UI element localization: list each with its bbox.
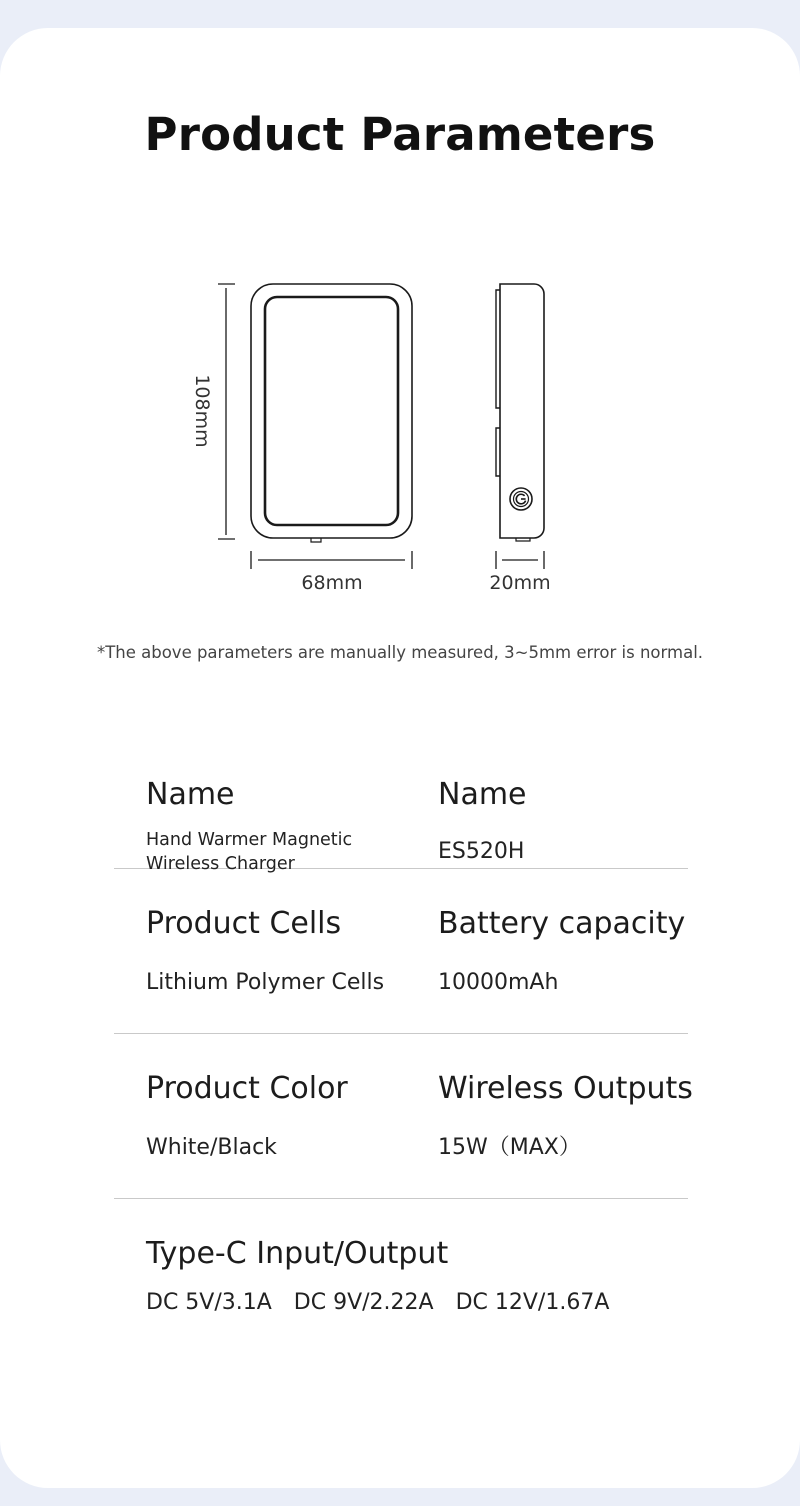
type-c-value: DC 9V/2.22A xyxy=(293,1290,434,1315)
spec-row-color xyxy=(114,1034,693,1199)
type-c-value: DC 12V/1.67A xyxy=(455,1290,610,1315)
height-dimension xyxy=(218,284,235,539)
spec-row-cells xyxy=(114,869,688,1034)
spec-label: Wireless Outputs xyxy=(438,1071,693,1106)
depth-label: 20mm xyxy=(489,572,551,594)
spec-cell-type-c xyxy=(146,1235,706,1317)
spec-table xyxy=(114,740,693,1363)
spec-cell-wireless xyxy=(438,1070,698,1162)
spec-cell-capacity xyxy=(438,905,698,997)
spec-cell-color xyxy=(146,1070,416,1162)
spec-value: Lithium Polymer Cells xyxy=(146,970,385,995)
width-label: 68mm xyxy=(301,572,363,594)
type-c-values xyxy=(146,1289,706,1317)
spec-value: Hand Warmer Magnetic Wireless Charger xyxy=(146,830,353,874)
side-view xyxy=(496,284,544,541)
spec-cell-model xyxy=(438,776,698,866)
spec-label: Name xyxy=(438,777,527,812)
power-button-icon xyxy=(510,488,532,510)
spec-label: Battery capacity xyxy=(438,906,686,941)
spec-label: Product Cells xyxy=(146,906,342,941)
spec-value: 15W（MAX） xyxy=(438,1135,581,1160)
type-c-value: DC 5V/3.1A xyxy=(146,1290,272,1315)
measurement-note: *The above parameters are manually measured, 3~5mm error is normal. xyxy=(96,643,704,662)
spec-cell-cells xyxy=(146,905,416,997)
spec-label: Type-C Input/Output xyxy=(146,1236,449,1271)
depth-dimension xyxy=(496,551,544,569)
height-label: 108mm xyxy=(191,374,213,448)
spec-label: Name xyxy=(146,777,235,812)
spec-label: Product Color xyxy=(146,1071,348,1106)
front-view xyxy=(251,284,412,542)
spec-value: 10000mAh xyxy=(438,970,559,995)
width-dimension xyxy=(251,551,412,569)
dimension-diagram xyxy=(0,0,800,620)
spec-row-name xyxy=(114,740,688,874)
page-title: Product Parameters xyxy=(144,108,656,161)
spec-value: White/Black xyxy=(146,1135,277,1160)
spec-value: ES520H xyxy=(438,839,525,864)
spec-cell-name xyxy=(146,776,416,876)
spec-row-type-c xyxy=(114,1199,688,1363)
